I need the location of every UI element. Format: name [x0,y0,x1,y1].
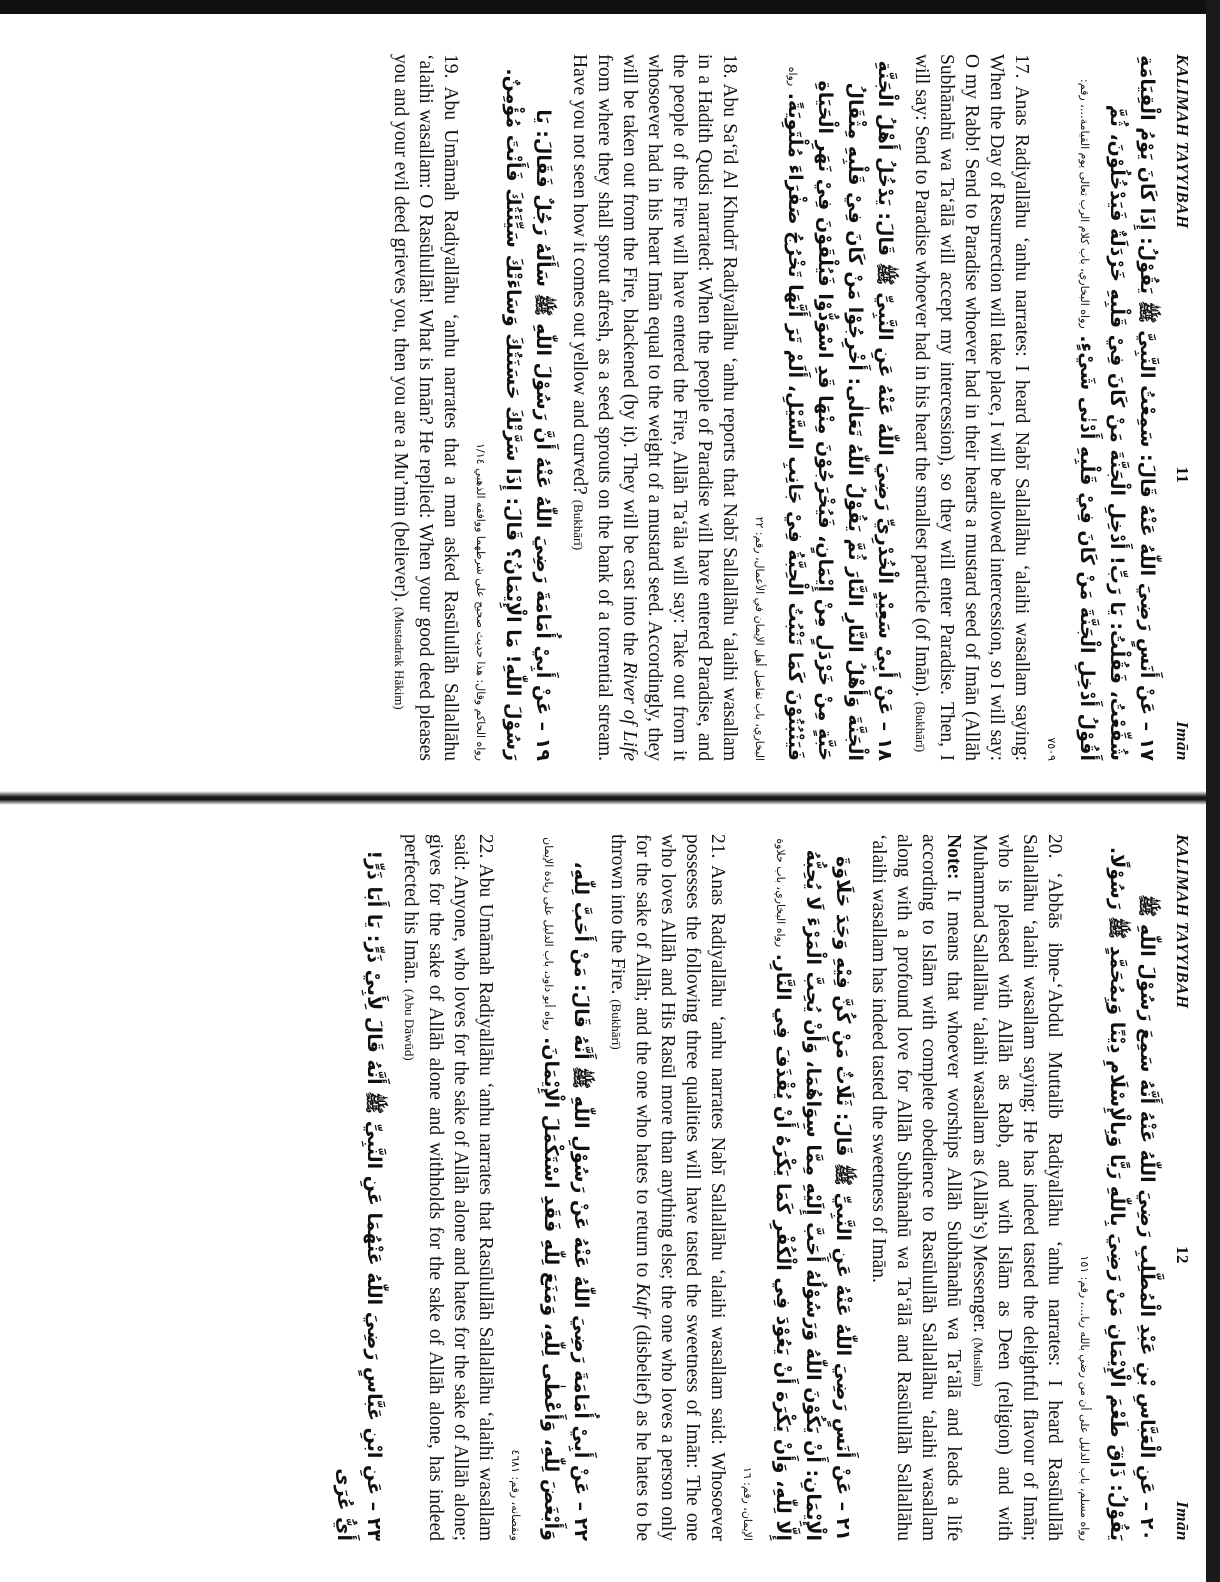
source-label: (Bukhārī) [913,701,928,753]
running-head [1172,834,1192,1541]
english-text: 21. Anas Radiyallāhu ‘anhu narrates Nabī Sallallāhu ‘alaihi wasallam said: Whosoever possesses the following three qualities will have tasted the sweetness of Imān: The one who loves Allāh and His Rasūl more than anything else; the one who loves a person only for the sake of Allāh; and the one who hates to return to Kufr (disbelief) as he hates to be thrown into the Fire. (Bukhārī) [607,834,728,1542]
english-text: 17. Anas Radiyallāhu ‘anhu narrates: I heard Nabī Sallallāhu ‘alaihi wasallam saying: When the Day of Resurrection will take place, I will be allowed intercession, so I will say: O my Rabb! Send to Paradise whoever had in their hearts a mustard seed of Imān (Allāh Subhānahū wa Ta‘ālā will accept my intercession), so they will enter Paradise. Then, I will say: Send to Paradise whoever had in his heart the smallest particle (of Imān). (Bukhārī) [911,54,1032,761]
arabic-text: ٢٠ – عَنِ الْعَبَّاسِ بْنِ عَبْدِ الْمُطَّلِبِ رَضِيَ اللّٰهُ عَنْهُ أَنَّهُ سَمِعَ رَسُوْلَ اللّٰهِ ﷺ يَقُوْلُ: ذَاقَ طَعْمَ الْإِيْمَانِ مَنْ رَضِيَ بِاللّٰهِ رَبًّا وَبِالْإِسْلَامِ دِيْنًا وَبِمُحَمَّدٍ ﷺ رَسُوْلًا. رواه مسلم، باب الدليل على أن من رضي بالله ربا…، رقم: ١٥١ [1078,846,1158,1541]
running-title: KALIMAH TAYYIBAH [1173,54,1192,229]
english-text: 22. Abu Umāmah Radiyallāhu ‘anhu narrates that Rasūlullāh Sallallāhu ‘alaihi wasallam said: Anyone, who loves for the sake of Allāh alone and hates for the sake of Allāh alone; gives for the sake of Allāh alone and withholds for the sake of Allāh alone, has indeed perfected his Imān. (Abu Dāwūd) [400,834,496,1541]
chapter-title: Imān [1173,721,1192,761]
arabic-text: ٢٢ – عَنْ أَبِيْ أُمَامَةَ رَضِيَ اللّٰهُ عَنْهُ عَنْ رَسُوْلِ اللّٰهِ ﷺ أَنَّهُ قَالَ: مَنْ أَحَبَّ لِلّٰهِ، وَأَبْغَضَ لِلّٰهِ، وَأَعْطٰى لِلّٰهِ، وَمَنَعَ لِلّٰهِ فَقَدِ اسْتَكْمَلَ الْإِيْمَانَ. رواه أبو داود، باب الدليل على زيادة الإيمان ونقصانه، رقم: ٤٦٨١ [509,837,592,1541]
scan-border-top [0,0,1220,14]
running-title: KALIMAH TAYYIBAH [1173,834,1192,1009]
scan-border-right [1206,0,1220,1582]
hadith-21 [604,834,858,1541]
arabic-text: ١٩ – عَنْ أَبِيْ أُمَامَةَ رَضِيَ اللّٰهُ عَنْهُ أَنَّ رَسُوْلَ اللّٰهِ ﷺ سَأَلَهُ رَجُلٌ فَقَالَ: يَا رَسُوْلَ اللّٰهِ! مَا الْإِيْمَانُ؟ قَالَ: إِذَا سَرَّتْكَ حَسَنَتُكَ وَسَاءَتْكَ سَيِّئَتُكَ فَأَنْتَ مُؤْمِنٌ. رواه الحاكم وقال: هذا حديث صحيح على شرطهما ووافقه الذهبي ١/١٤ [474,68,554,761]
page-number: 11 [1173,466,1192,484]
chapter-title: Imān [1173,1501,1192,1541]
page-number: 12 [1173,1245,1192,1264]
note-text: It means that whoever worships Allāh Subhānahū wa Ta‘ālā and leads a life according to Islām with complete obedience to Rasūlullāh Sallallāhu ‘alaihi wasallam along with a profound love for Allāh Subhānahū wa Ta‘ālā and Rasūlullāh Sallallāhu ‘alaihi wasallam has indeed tasted the sweetness of Imān. [868,834,964,1541]
hadith-22 [397,834,596,1541]
hadith-20 [866,834,1162,1541]
hadith-19 [387,54,558,761]
arabic-text: ٢١ – عَنْ أَنَسٍ رَضِيَ اللّٰهُ عَنْهُ عَنِ النَّبِيِّ ﷺ قَالَ: ثَلَاثٌ مَنْ كُنَّ فِيْهِ وَجَدَ حَلَاوَةَ الْإِيْمَانِ: أَنْ يَكُوْنَ اللّٰهُ وَرَسُوْلُهُ أَحَبَّ إِلَيْهِ مِمَّا سِوَاهُمَا، وَأَنْ يُحِبَّ الْمَرْءَ لَا يُحِبُّهُ إِلَّا لِلّٰهِ، وَأَنْ يَكْرَهَ أَنْ يَعُوْدَ فِي الْكُفْرِ كَمَا يَكْرَهُ أَنْ يُقْذَفَ فِي النَّارِ. رواه البخاري، باب حلاوة الإيمان، رقم: ١٦ [741,838,854,1541]
arabic-text: ١٧ – عَنْ أَنَسٍ رَضِيَ اللّٰهُ عَنْهُ قَالَ: سَمِعْتُ النَّبِيَّ ﷺ يَقُوْلُ: إِذَا كَانَ يَوْمُ الْقِيَامَةِ شُفِّعْتُ، فَقُلْتُ: يَا رَبِّ! أَدْخِلِ الْجَنَّةَ مَنْ كَانَ فِيْ قَلْبِهِ خَرْدَلَةٌ فَيَدْخُلُوْنَ، ثُمَّ أَقُوْلُ أَدْخِلِ الْجَنَّةَ مَنْ كَانَ فِيْ قَلْبِهِ أَدْنٰى شَيْءٍ. رواه البخاري، باب كلام الرب تعالى يوم القيامة…، رقم: ٧٥٠٩ [1045,55,1158,761]
english-text: 19. Abu Umāmah Radiyallāhu ‘anhu narrates that a man asked Rasūlullāh Sallallāhu ‘alaihi wasallam: O Rasūlullāh! What is Imān? He replied: When your good deed pleases you and your evil deed grieves you, then you are a Mu’min (believer). (Mustadrak Hākim) [390,54,461,761]
source-label: (Muslim) [971,1337,986,1387]
hadith-17 [908,54,1162,761]
italic-term: Kufr [632,1283,653,1319]
page-11 [80,40,1200,775]
book-gutter [0,791,1206,805]
source-label: (Bukhārī) [571,499,586,551]
page-12 [120,820,1200,1555]
source-label: (Bukhārī) [609,999,624,1050]
running-head [1172,54,1192,761]
italic-term: River of Life [619,661,640,761]
hadith-18 [566,54,900,761]
source-label: (Abu Dāwūd) [402,988,417,1061]
english-text: 20. ‘Abbās ibne-‘Abdul Muttalib Radiyallāhu ‘anhu narrates: I heard Rasūlullāh Sallallāhu ‘alaihi wasallam saying: He has indeed tasted the delightful flavour of Imān; who is pleased with Allāh as Rabb, and with Islām as Deen (religion) and with Muhammad Sallallāhu ‘alaihi wasallam as (Allāh’s) Messenger. (Muslim) Note: It means that whoever worships Allāh Subhānahū wa Ta‘ālā and leads a life according to Islām with complete obedience to Rasūlullāh Sallallāhu ‘alaihi wasallam along with a profound love for Allāh Subhānahū wa Ta‘ālā and Rasūlullāh Sallallāhu ‘alaihi wasallam has indeed tasted the sweetness of Imān. [868,834,1065,1541]
source-label: (Mustadrak Hākim) [392,606,407,710]
arabic-text: ٢٣ – عَنِ ابْنِ عَبَّاسٍ رَضِيَ اللّٰهُ عَنْهُمَا عَنِ النَّبِيِّ ﷺ أَنَّهُ قَالَ لِأَبِيْ ذَرٍّ: يَا أَبَا ذَرٍّ! أَيُّ عُرَى [333,850,385,1541]
arabic-text: ١٨ – عَنْ أَبِيْ سَعِيْدٍ الْخُدْرِيِّ رَضِيَ اللّٰهُ عَنْهُ عَنِ النَّبِيِّ ﷺ قَالَ: يَدْخُلُ أَهْلُ الْجَنَّةِ الْجَنَّةَ وَأَهْلُ النَّارِ النَّارَ ثُمَّ يَقُوْلُ اللّٰهُ تَعَالٰى: أَخْرِجُوْا مَنْ كَانَ فِيْ قَلْبِهِ مِثْقَالُ حَبَّةٍ مِنْ خَرْدَلٍ مِنْ إِيْمَانٍ، فَيُخْرَجُوْنَ مِنْهَا قَدِ اسْوَدُّوْا فَيُلْقَوْنَ فِيْ نَهَرِ الْحَيَاةِ فَيَنْبُتُوْنَ كَمَا تَنْبُتُ الْحِبَّةُ فِيْ جَانِبِ السَّيْلِ، أَلَمْ تَرَ أَنَّهَا تَخْرُجُ صَفْرَاءَ مُلْتَوِيَةً. رواه البخاري، باب تفاضل أهل الإيمان في الأعمال، رقم: ٢٢ [753,60,896,761]
hadith-23 [329,834,389,1541]
english-text: 18. Abu Sa‘īd Al Khudrī Radiyallāhu ‘anhu reports that Nabī Sallallāhu ‘alaihi wasallam in a Hadith Qudsi narrated: When the people of Paradise will have entered Paradise, and the people of the Fire will have entered the Fire, Allāh Ta‘āla will say: Take out from it whosoever had in his heart Imān equal to the weight of a mustard seed. Accordingly, they will be taken out from the Fire, blackened (by it). They will be cast into the River of Life from where they shall sprout afresh, as a seed sprouts on the bank of a torrential stream. Have you not seen how it comes out yellow and curved? (Bukhārī) [569,54,740,761]
note-label: Note: [943,834,964,880]
